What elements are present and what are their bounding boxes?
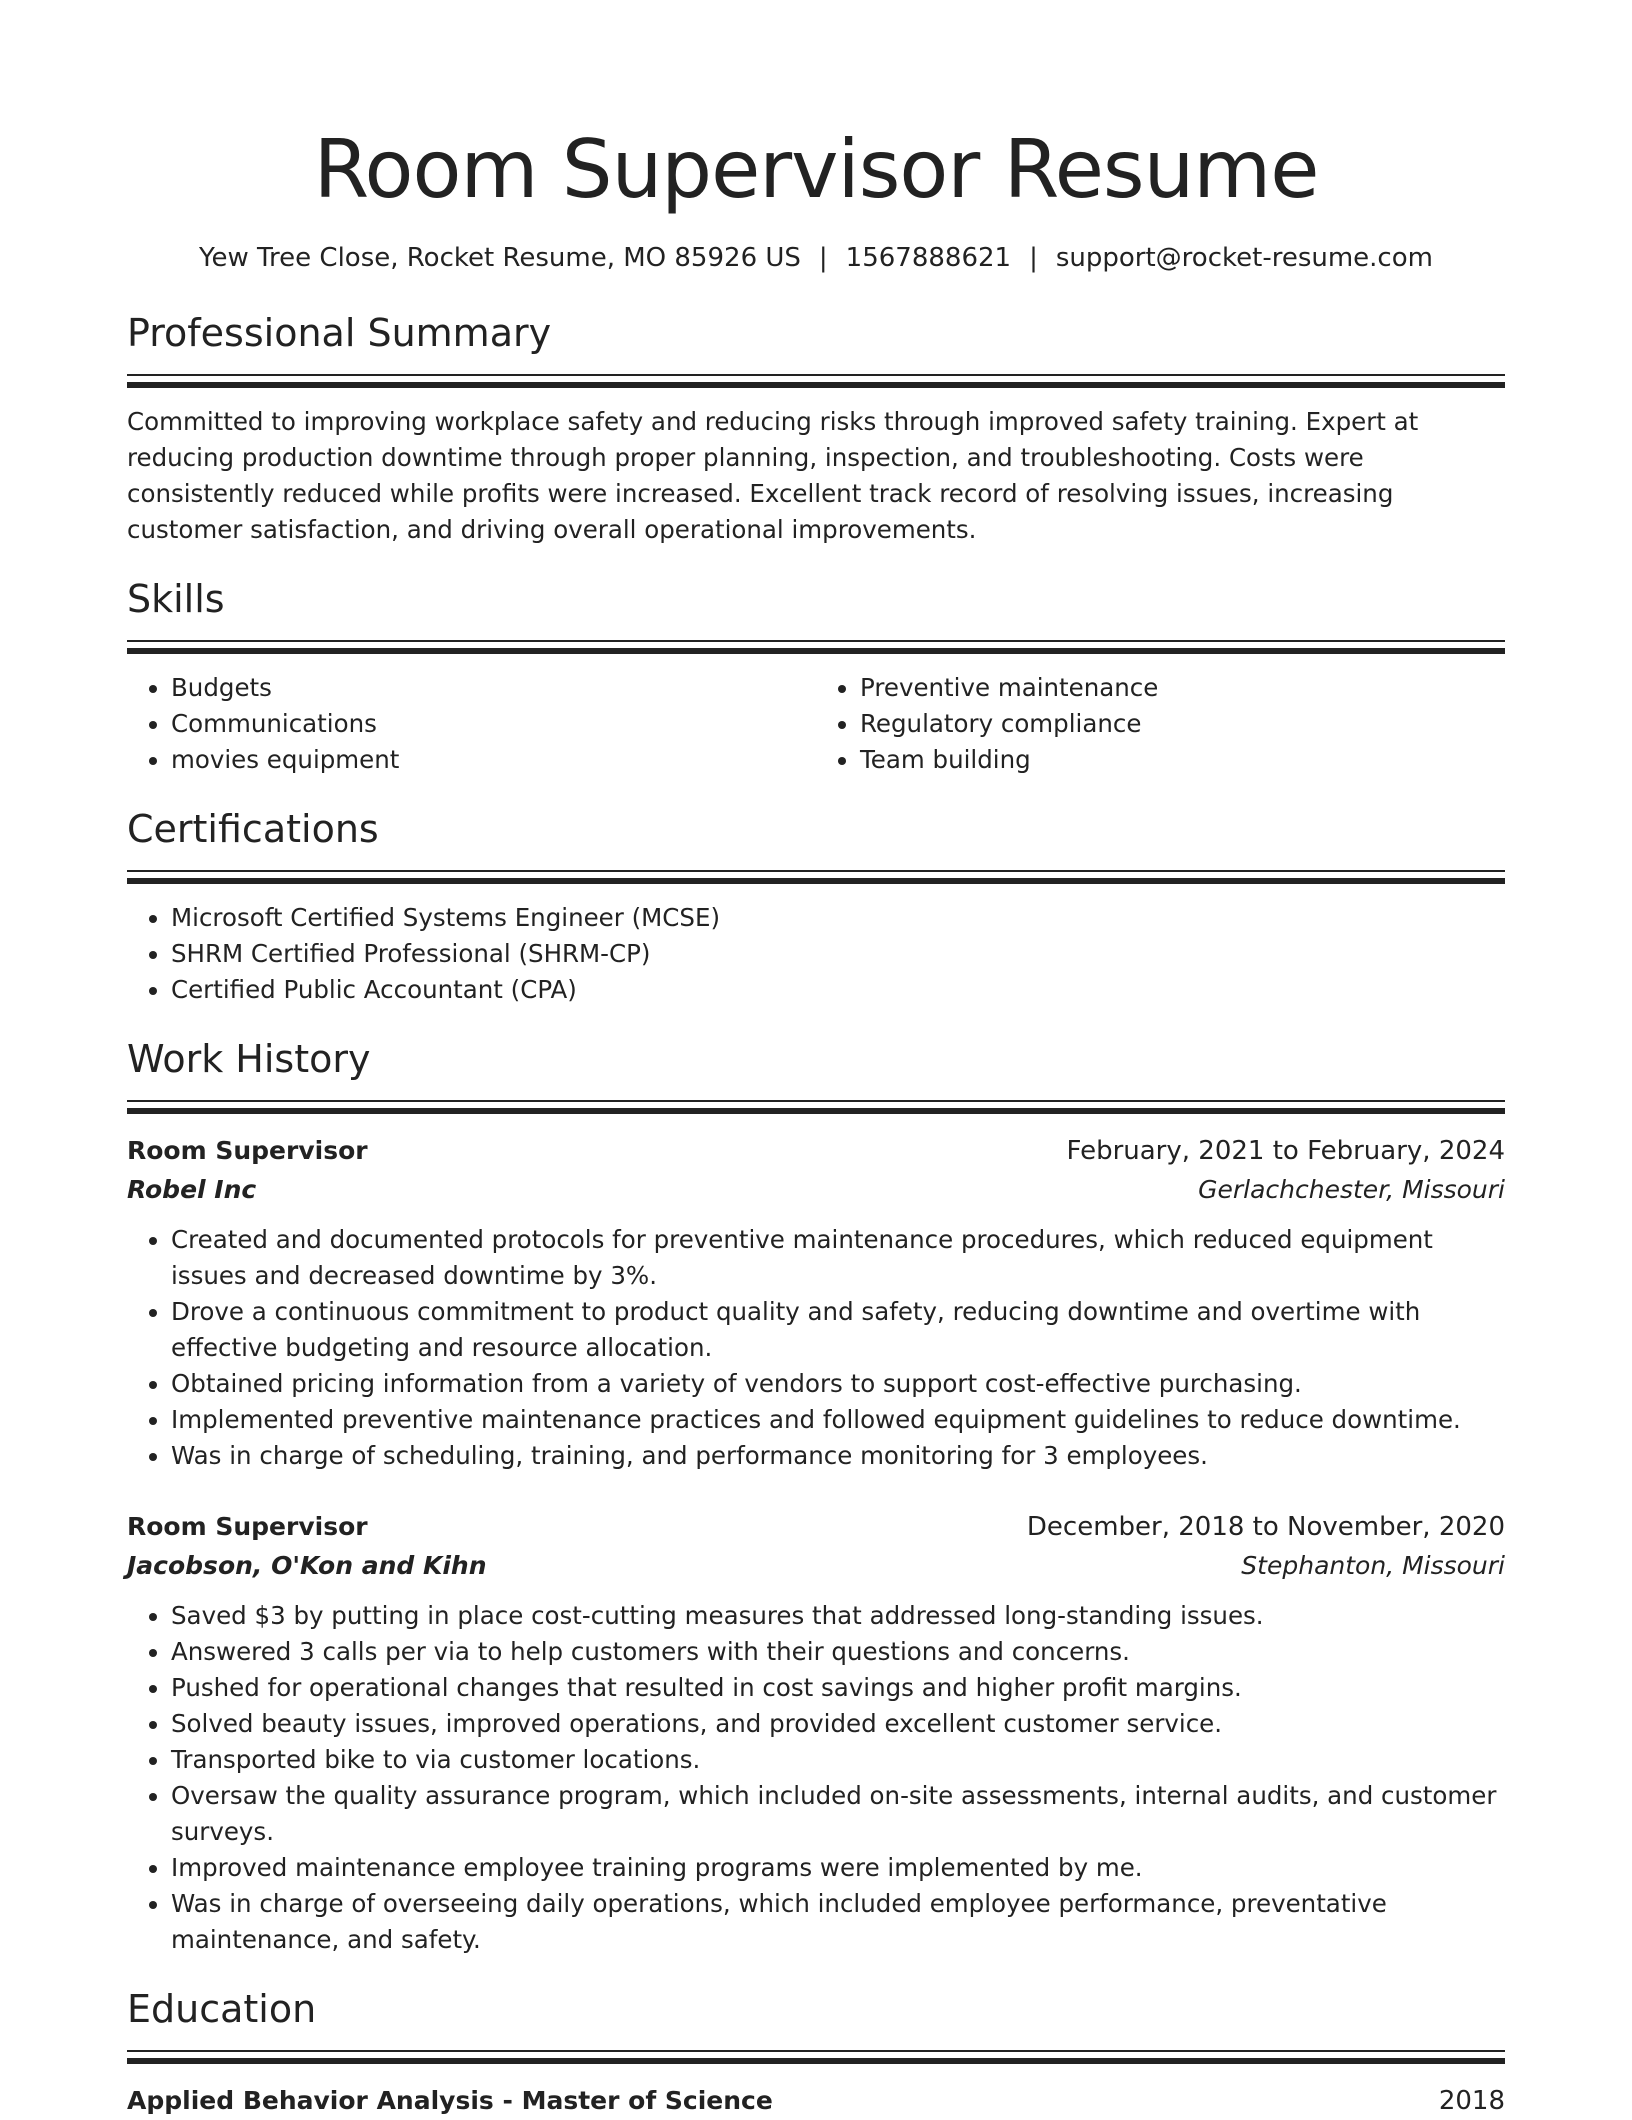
- job-duties-list: [127, 1598, 1505, 1958]
- skill-item: • Preventive maintenance: [860, 670, 1505, 706]
- certification-item: • SHRM Certified Professional (SHRM-CP): [171, 936, 1505, 972]
- skill-item: • Communications: [171, 706, 816, 742]
- certifications-list: [127, 900, 1505, 1008]
- skills-list-left: [127, 670, 816, 778]
- contact-email: support@rocket-resume.com: [1055, 243, 1433, 273]
- job-location: Gerlachchester, Missouri: [1198, 1175, 1505, 1204]
- job-duty-item: • Was in charge of scheduling, training, and performance monitoring for 3 employees.: [171, 1438, 1505, 1474]
- section-heading-summary: Professional Summary: [127, 311, 552, 355]
- job-duty-item: • Obtained pricing information from a variety of vendors to support cost-effective purchasing.: [171, 1366, 1505, 1402]
- education-section: [127, 1982, 1505, 2120]
- contact-address: Yew Tree Close, Rocket Resume, MO 85926 US: [199, 243, 801, 273]
- section-divider: [127, 1100, 1505, 1102]
- certifications-section: [127, 802, 1505, 1008]
- skills-list-right: [816, 670, 1505, 778]
- work-history-section: [127, 1032, 1505, 1958]
- education-degree: Applied Behavior Analysis - Master of Science: [127, 2086, 773, 2115]
- education-year: 2018: [1438, 2086, 1505, 2116]
- summary-text: Committed to improving workplace safety and reducing risks through improved safety training. Expert at reducing production downtime through proper planning, inspection, and troubleshooting. Costs were consistently reduced while profits were increased. Excellent track record of resolving issues, increasing customer satisfaction, and driving overall operational improvements.: [127, 407, 1419, 544]
- skill-item: • Regulatory compliance: [860, 706, 1505, 742]
- contact-phone: 1567888621: [845, 243, 1012, 273]
- job-entry: [127, 1508, 1505, 1958]
- contact-separator: |: [1029, 243, 1038, 273]
- job-duty-item: • Pushed for operational changes that resulted in cost savings and higher profit margins.: [171, 1670, 1505, 1706]
- section-divider: [127, 640, 1505, 642]
- section-divider: [127, 2050, 1505, 2052]
- job-header-row: [127, 1132, 1505, 1170]
- job-duty-item: • Drove a continuous commitment to product quality and safety, reducing downtime and overtime with effective budgeting and resource allocation.: [171, 1294, 1505, 1366]
- section-heading-skills: Skills: [127, 577, 225, 621]
- job-duty-item: • Saved $3 by putting in place cost-cutting measures that addressed long-standing issues.: [171, 1598, 1505, 1634]
- contact-line: [127, 240, 1505, 276]
- section-divider: [127, 374, 1505, 376]
- job-duty-item: • Created and documented protocols for preventive maintenance procedures, which reduced equipment issues and decreased downtime by 3%.: [171, 1222, 1505, 1294]
- section-heading-education: Education: [127, 1987, 317, 2031]
- job-header-row: [127, 1508, 1505, 1546]
- job-company: Robel Inc: [127, 1175, 257, 1204]
- job-title: Room Supervisor: [127, 1136, 368, 1165]
- job-dates: December, 2018 to November, 2020: [1026, 1512, 1505, 1542]
- job-entry: [127, 1132, 1505, 1474]
- section-divider-thick: [127, 382, 1505, 388]
- job-title: Room Supervisor: [127, 1512, 368, 1541]
- job-company-row: [127, 1546, 1505, 1586]
- education-entry: [127, 2082, 1505, 2120]
- job-duties-list: [127, 1222, 1505, 1474]
- job-duty-item: • Improved maintenance employee training programs were implemented by me.: [171, 1850, 1505, 1886]
- job-duty-item: • Oversaw the quality assurance program, which included on-site assessments, internal audits, and customer surveys.: [171, 1778, 1505, 1850]
- job-dates: February, 2021 to February, 2024: [1066, 1136, 1505, 1166]
- job-duty-item: • Was in charge of overseeing daily operations, which included employee performance, preventative maintenance, and safety.: [171, 1886, 1505, 1958]
- section-divider-thick: [127, 2058, 1505, 2064]
- resume-title: Room Supervisor Resume: [313, 123, 1319, 216]
- skills-grid: [127, 670, 1505, 778]
- skill-item: • movies equipment: [171, 742, 816, 778]
- section-divider-thick: [127, 1108, 1505, 1114]
- certification-item: • Certified Public Accountant (CPA): [171, 972, 1505, 1008]
- contact-separator: |: [818, 243, 828, 273]
- skill-item: • Team building: [860, 742, 1505, 778]
- section-divider-thick: [127, 648, 1505, 654]
- job-location: Stephanton, Missouri: [1241, 1551, 1505, 1580]
- job-company-row: [127, 1170, 1505, 1210]
- job-company: Jacobson, O'Kon and Kihn: [127, 1551, 487, 1580]
- job-duty-item: • Implemented preventive maintenance practices and followed equipment guidelines to reduce downtime.: [171, 1402, 1505, 1438]
- job-duty-item: • Transported bike to via customer locations.: [171, 1742, 1505, 1778]
- section-heading-certifications: Certifications: [127, 807, 379, 851]
- skill-item: • Budgets: [171, 670, 816, 706]
- summary-section: [127, 306, 1505, 548]
- job-duty-item: • Answered 3 calls per via to help customers with their questions and concerns.: [171, 1634, 1505, 1670]
- section-divider: [127, 870, 1505, 872]
- section-divider-thick: [127, 878, 1505, 884]
- skills-section: [127, 572, 1505, 778]
- job-duty-item: • Solved beauty issues, improved operations, and provided excellent customer service.: [171, 1706, 1505, 1742]
- section-heading-work-history: Work History: [127, 1037, 371, 1081]
- certification-item: • Microsoft Certified Systems Engineer (MCSE): [171, 900, 1505, 936]
